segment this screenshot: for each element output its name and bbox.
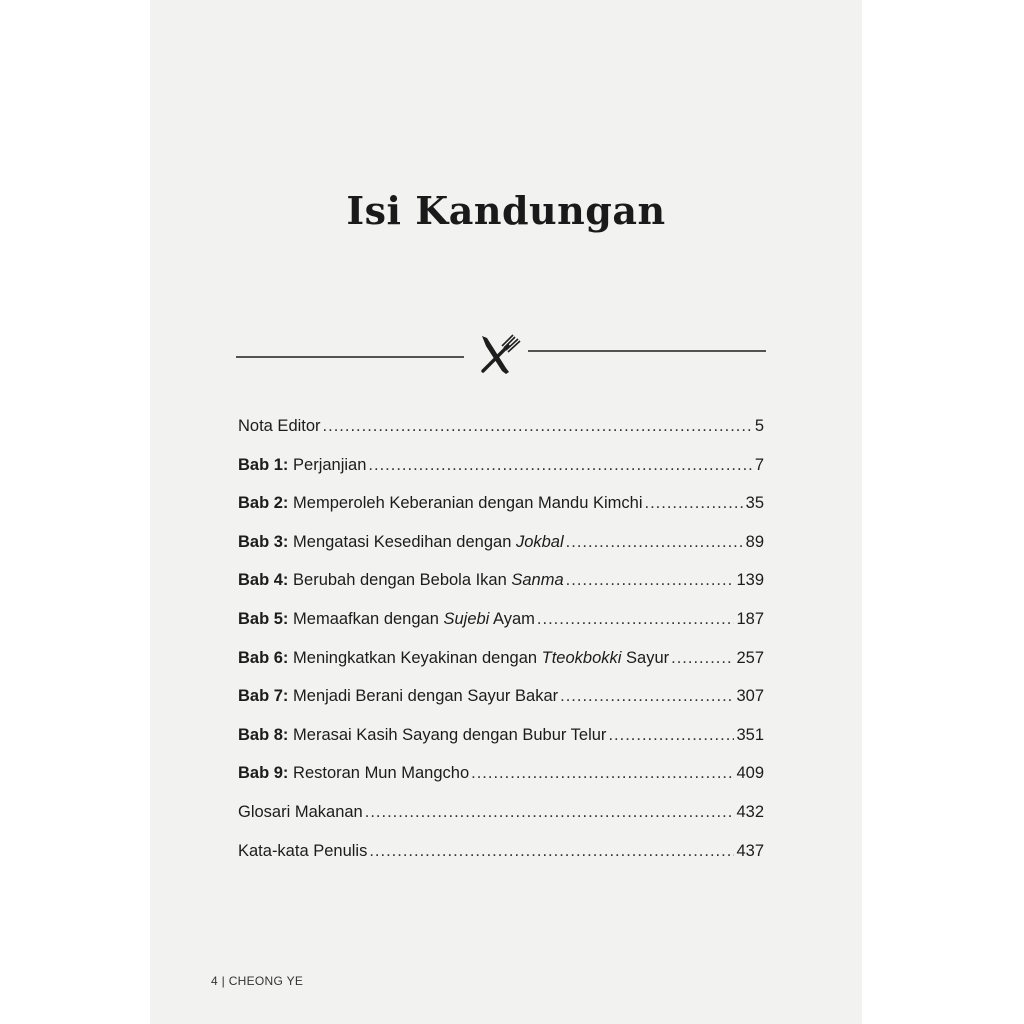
toc-title-text: Merasai Kasih Sayang dengan Bubur Telur <box>293 725 607 744</box>
toc-entry <box>238 417 764 456</box>
toc-page-number: 409 <box>736 764 764 783</box>
dot-leader <box>566 571 735 590</box>
chapter-label: Bab 7: <box>238 687 289 706</box>
toc-entry <box>238 533 764 572</box>
toc-title-text: Kata-kata Penulis <box>238 841 368 860</box>
toc-title-text: Nota Editor <box>238 417 321 435</box>
dot-leader <box>471 764 734 783</box>
toc-entry <box>238 726 764 765</box>
toc-page-number: 187 <box>736 609 764 628</box>
dot-leader <box>537 610 735 629</box>
chapter-label: Bab 5: <box>238 609 289 628</box>
running-head-author: CHEONG YE <box>228 974 304 988</box>
toc-title-text: Mengatasi Kesedihan dengan <box>293 532 516 551</box>
toc-title-italic: Sanma <box>511 571 564 590</box>
toc-entry <box>238 842 764 881</box>
toc-entry <box>238 456 764 495</box>
toc-page-number: 35 <box>745 494 764 513</box>
dot-leader <box>323 417 753 436</box>
chapter-label: Bab 1: <box>238 455 289 474</box>
toc-title-italic: Sujebi <box>443 609 490 628</box>
toc-entry-title <box>238 456 366 475</box>
toc-entry-title <box>238 533 564 552</box>
dot-leader <box>608 726 734 745</box>
chapter-label: Bab 6: <box>238 648 289 667</box>
divider <box>236 330 766 380</box>
toc-entry-title <box>238 649 669 668</box>
dot-leader <box>560 687 734 706</box>
toc-page-number: 437 <box>736 841 764 860</box>
fork-knife-crossed-icon <box>482 335 520 374</box>
toc-entry <box>238 649 764 688</box>
toc-title-text: Memperoleh Keberanian dengan Mandu Kimchi <box>293 494 643 513</box>
toc-page-number: 307 <box>736 687 764 706</box>
page-footer <box>211 974 303 988</box>
toc-entry <box>238 494 764 533</box>
toc-page-number: 7 <box>754 455 764 474</box>
toc-entry-title <box>238 764 469 783</box>
toc-title-italic: Tteokbokki <box>541 648 622 667</box>
toc-entry-title <box>238 494 643 513</box>
toc-entry-title <box>238 726 606 745</box>
chapter-label: Bab 9: <box>238 764 289 783</box>
toc-title-text: Ayam <box>489 609 535 628</box>
toc-title-text: Glosari Makanan <box>238 802 363 821</box>
toc-page-number: 5 <box>754 417 764 435</box>
chapter-label: Bab 3: <box>238 532 289 551</box>
toc-entry-title <box>238 571 564 590</box>
toc-title-text: Menjadi Berani dengan Sayur Bakar <box>293 687 559 706</box>
dot-leader <box>368 456 752 475</box>
dot-leader <box>671 649 734 668</box>
page-title: Isi Kandungan <box>346 188 666 233</box>
book-page <box>150 0 862 1024</box>
chapter-label: Bab 2: <box>238 494 289 513</box>
toc-entry <box>238 803 764 842</box>
chapter-label: Bab 8: <box>238 725 289 744</box>
toc-entry <box>238 764 764 803</box>
toc-page-number: 257 <box>736 648 764 667</box>
toc-entry-title <box>238 803 363 822</box>
toc-title-text: Sayur <box>621 648 670 667</box>
chapter-label: Bab 4: <box>238 571 289 590</box>
toc-title-text: Perjanjian <box>293 455 367 474</box>
toc-entry-title <box>238 610 535 629</box>
toc-page-number: 89 <box>745 532 764 551</box>
toc-entry-title <box>238 842 367 861</box>
toc-page-number: 432 <box>736 802 764 821</box>
toc-title-text: Meningkatkan Keyakinan dengan <box>293 648 542 667</box>
toc-entry <box>238 571 764 610</box>
toc-entry <box>238 687 764 726</box>
dot-leader <box>369 842 734 861</box>
footer-separator: | <box>221 974 226 988</box>
toc-title-text: Memaafkan dengan <box>293 609 444 628</box>
toc-entry <box>238 610 764 649</box>
toc-title-italic: Jokbal <box>515 532 564 551</box>
page-number: 4 <box>211 974 218 988</box>
toc-entry-title <box>238 687 558 706</box>
toc-page-number: 351 <box>736 725 764 744</box>
table-of-contents <box>238 417 764 880</box>
toc-page-number: 139 <box>736 571 764 590</box>
toc-title-text: Restoran Mun Mangcho <box>293 764 470 783</box>
toc-entry-title <box>238 417 321 436</box>
dot-leader <box>566 533 744 552</box>
toc-title-text: Berubah dengan Bebola Ikan <box>293 571 512 590</box>
dot-leader <box>365 803 735 822</box>
dot-leader <box>645 494 744 513</box>
